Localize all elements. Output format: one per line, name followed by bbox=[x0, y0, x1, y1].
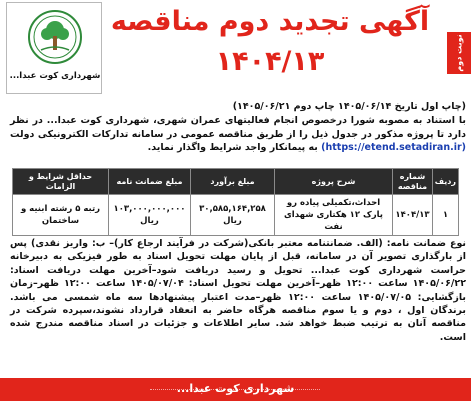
intro-tail: به پیمانکار واجد شرایط واگذار نماید. bbox=[147, 142, 318, 153]
setad-link[interactable]: (https://etend.setadiran.ir) bbox=[321, 142, 466, 153]
col-header-tender-number: شماره مناقصه bbox=[393, 169, 433, 195]
tender-table bbox=[12, 168, 459, 236]
logo-caption: شهرداری کوت عبدا... bbox=[9, 71, 101, 81]
intro-paragraph bbox=[10, 114, 466, 155]
edition-tag-label: نوبت دوم bbox=[454, 34, 464, 72]
cell-estimate: ۳۰,۵۸۵,۱۶۴,۲۵۸ ریال bbox=[191, 195, 275, 236]
cell-tender-number: ۱۴۰۴/۱۳ bbox=[393, 195, 433, 236]
col-header-requirements: حداقل شرایط و الزامات bbox=[13, 169, 109, 195]
print-dates: (چاپ اول تاریخ ۱۴۰۵/۰۶/۱۴ چاپ دوم ۱۴۰۵/۰۶/۲۱) bbox=[232, 101, 466, 112]
col-header-description: شرح پروژه bbox=[275, 169, 393, 195]
conditions-paragraph: نوع ضمانت نامه: (الف. ضمانتنامه معتبر بانکی(شرکت در فرآیند ارجاع کار)– ب: واریز نقدی) پس از بارگذاری تصویر آن در سامانه، قبل از پایان مهلت تحویل اسناد به طور فیزیکی به دبیرخانه حراست شهرداری کوت عبدا... تحویل و رسید دریافت شود–آخرین مهلت دریافت اسناد: ۱۴۰۵/۰۶/۲۲ ساعت ۱۲:۰۰ ظهر–آخرین مهلت تحویل اسناد: ۱۴۰۵/۰۷/۰۴ ساعت ۱۲:۰۰ ظهر–زمان بازگشایی: ۱۴۰۵/۰۷/۰۵ ساعت ۱۲:۰۰ ظهر–مدت اعتبار پیشنهادها سه ماه شمسی می باشد. برندگان اول ، دوم و یا سوم مناقصه هرگاه حاضر به انعقاد قرارداد نشوند،سپرده شرکت در مناقصه آنان به ترتیب ضبط خواهد شد. سایر اطلاعات و جزئیات در اسناد مناقصه مندرج شده است. bbox=[10, 238, 466, 343]
col-header-estimate: مبلغ برآورد bbox=[191, 169, 275, 195]
footer-bar bbox=[0, 378, 471, 401]
intro-text: با استناد به مصوبه شورا درخصوص انجام فعالیتهای عمران شهری، شهرداری کوت عبدا... در نظر دارد تا پروژه مذکور در جدول ذیل را از طریق مناقصه عمومی در سامانه تدارکات الکترونیکی دولت bbox=[10, 115, 466, 140]
municipality-logo bbox=[6, 2, 102, 94]
tree-seal-icon bbox=[27, 9, 83, 65]
edition-tag bbox=[447, 32, 471, 74]
ad-title: آگهی تجدید دوم مناقصه bbox=[110, 6, 430, 37]
col-header-row-number: ردیف bbox=[433, 169, 459, 195]
table-row bbox=[13, 195, 459, 236]
cell-row-number: ۱ bbox=[433, 195, 459, 236]
col-header-guarantee: مبلغ ضمانت نامه bbox=[109, 169, 191, 195]
ad-header bbox=[0, 0, 471, 98]
table-header-row bbox=[13, 169, 459, 195]
cell-requirements: رتبه ۵ رشته ابنیه و ساختمان bbox=[13, 195, 109, 236]
tender-number-title: ۱۴۰۴/۱۳ bbox=[215, 46, 325, 77]
cell-description: احداث،تکمیلی پیاده رو پارک ۱۲ هکتاری شهدای نفت bbox=[275, 195, 393, 236]
cell-guarantee: ۱۰۳,۰۰۰,۰۰۰,۰۰۰ ریال bbox=[109, 195, 191, 236]
footer-municipality: شهرداری کوت عبدا... bbox=[176, 382, 295, 395]
